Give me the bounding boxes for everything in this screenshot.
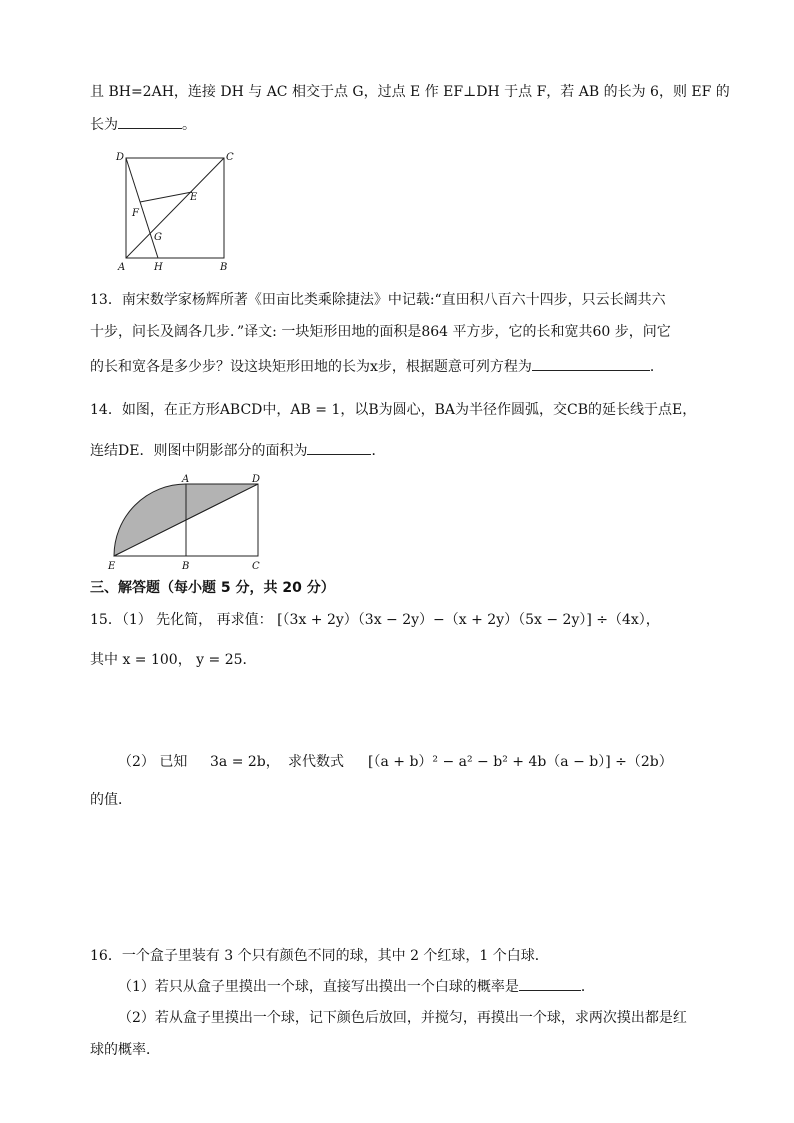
q12-label-b: B xyxy=(220,262,228,273)
q13-line3-prefix: 的长和宽各是多少步？设这块矩形田地的长为x步，根据题意可列方程为 xyxy=(90,359,532,375)
q12-line-dh xyxy=(126,158,158,258)
q12-label-f: F xyxy=(132,208,139,219)
q12-line-ef xyxy=(140,192,192,202)
q15-part2-expression: [（a + b）² − a² − b² + 4b（a − b）] ÷（2b） xyxy=(368,754,673,770)
q14-label-e: E xyxy=(108,561,116,572)
q12-figure-svg xyxy=(112,150,242,274)
q12-label-c: C xyxy=(226,152,234,163)
q12-answer-blank[interactable] xyxy=(118,114,182,129)
q16-sub1-suffix: ． xyxy=(580,979,595,995)
q14-label-c: C xyxy=(252,561,260,572)
q14-line2-suffix: ． xyxy=(371,443,386,459)
section3-title: 三、解答题（每小题 5 分，共 20 分） xyxy=(90,580,335,596)
q15-part2-condition: 3a = 2b， xyxy=(210,754,280,770)
q12-text-line1: 且 BH=2AH，连接 DH 与 AC 相交于点 G，过点 E 作 EF⊥DH 于点 F，若 AB 的长为 6，则 EF 的 xyxy=(90,84,730,100)
q13-answer-blank[interactable] xyxy=(532,356,650,371)
q14-text-line1: 14．如图，在正方形ABCD中，AB = 1，以B为圆心，BA为半径作圆弧，交CB的延长线于点E， xyxy=(90,402,697,418)
q14-label-d: D xyxy=(252,474,261,485)
q14-figure-svg xyxy=(104,470,274,574)
q12-figure xyxy=(112,150,242,274)
q15-part1-line2: 其中 x = 100， y = 25． xyxy=(90,652,257,668)
q14-line2-prefix: 连结DE．则图中阴影部分的面积为 xyxy=(90,443,308,459)
q15-part2-ask: 求代数式 xyxy=(288,754,344,770)
q12-text-line2 xyxy=(90,114,196,135)
q16-sub1-prefix: （1）若只从盒子里摸出一个球，直接写出摸出一个白球的概率是 xyxy=(118,979,519,995)
q12-label-h: H xyxy=(154,262,163,273)
q16-text-line1: 16．一个盒子里装有 3 个只有颜色不同的球，其中 2 个红球，1 个白球． xyxy=(90,948,549,964)
q16-sub2-line1: （2）若从盒子里摸出一个球，记下颜色后放回，并搅匀，再摸出一个球，求两次摸出都是红 xyxy=(118,1010,687,1026)
q13-text-line1: 13．南宋数学家杨辉所著《田亩比类乘除捷法》中记载:“直田积八百六十四步，只云长阔共六 xyxy=(90,292,666,308)
q15-part2-line2: 的值． xyxy=(90,792,132,808)
q13-text-line3 xyxy=(90,356,664,377)
q14-text-line2 xyxy=(90,440,385,461)
q12-line2-prefix: 长为 xyxy=(90,117,118,133)
q14-figure xyxy=(104,470,274,574)
q16-sub1 xyxy=(118,976,595,997)
q15-part1-line1: 15．（1） 先化简， 再求值： [（3x + 2y）（3x − 2y）−（x + 2y）（5x − 2y）] ÷（4x）， xyxy=(90,612,660,628)
q14-answer-blank[interactable] xyxy=(307,440,371,455)
q16-sub2-line2: 球的概率． xyxy=(90,1042,160,1058)
q14-label-a: A xyxy=(182,474,190,485)
q15-part2-label: （2） 已知 xyxy=(118,754,188,770)
q12-diagonal-ac xyxy=(126,158,224,258)
q13-line3-suffix: ． xyxy=(649,359,664,375)
q12-label-a: A xyxy=(118,262,126,273)
q12-line2-suffix: 。 xyxy=(182,117,196,133)
q13-text-line2: 十步，问长及阔各几步．”译文: 一块矩形田地的面积是864 平方步，它的长和宽共60 步，问它 xyxy=(90,324,671,340)
q14-label-b: B xyxy=(182,561,190,572)
q12-label-d: D xyxy=(116,152,125,163)
q16-sub1-answer-blank[interactable] xyxy=(519,976,581,991)
q12-label-e: E xyxy=(190,192,198,203)
q12-label-g: G xyxy=(154,232,162,243)
